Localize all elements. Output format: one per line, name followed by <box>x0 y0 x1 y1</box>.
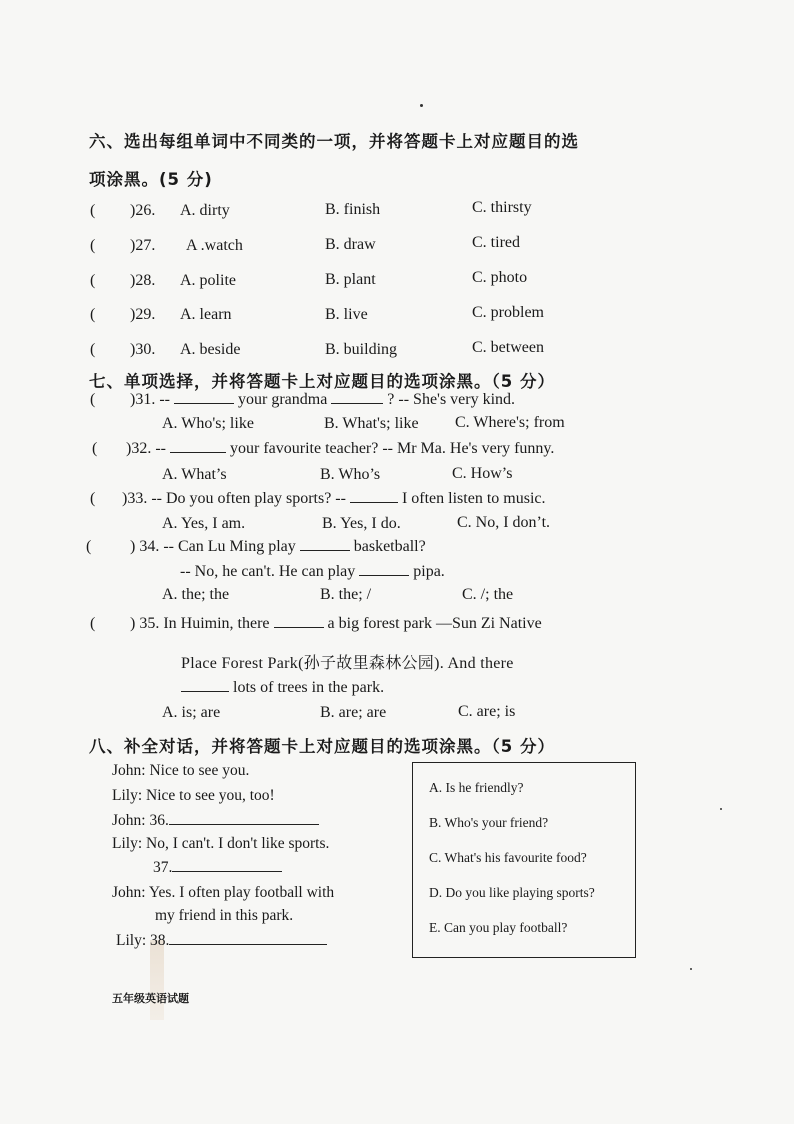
answer-paren: ( <box>86 538 92 555</box>
answer-blank <box>169 823 319 825</box>
option-b: B. Yes, I do. <box>322 515 401 532</box>
answer-paren: ( <box>90 341 96 358</box>
question-number: )33. -- Do you often play sports? -- <box>122 490 346 507</box>
question-35-line3 <box>181 679 384 697</box>
answer-blank <box>181 690 229 692</box>
option-a: A. the; the <box>162 586 230 603</box>
option-b: B. finish <box>325 201 381 218</box>
option-a: A .watch <box>186 237 243 254</box>
option-b: B. live <box>325 306 368 323</box>
dialogue-line-37 <box>153 859 282 877</box>
option-b: B. the; / <box>320 586 372 603</box>
question-32-line <box>126 440 554 458</box>
question-number: )26. <box>130 202 156 219</box>
footer-label: 五年级英语试题 <box>112 992 189 1005</box>
dialogue-text: Lily: 38. <box>116 932 170 949</box>
answer-paren: ( <box>92 440 98 457</box>
dialogue-text: John: 36. <box>112 812 169 829</box>
dialogue-option-c: C. What's his favourite food? <box>429 850 587 865</box>
question-number: )27. <box>130 237 156 254</box>
answer-blank <box>170 451 226 453</box>
option-a: A. dirty <box>180 202 230 219</box>
option-a: A. Who's; like <box>162 415 254 432</box>
dialogue-option-e: E. Can you play football? <box>429 920 568 935</box>
question-number: ) 35. In Huimin, there <box>130 615 270 632</box>
option-b: B. What's; like <box>324 415 419 432</box>
question-text: -- No, he can't. He can play <box>180 563 356 580</box>
option-c: C. photo <box>472 269 528 286</box>
dialogue-option-d: D. Do you like playing sports? <box>429 885 595 900</box>
dialogue-line-38 <box>116 932 327 950</box>
option-b: B. are; are <box>320 704 387 721</box>
option-c: C. between <box>472 339 544 356</box>
option-c: C. are; is <box>458 703 516 720</box>
dialogue-option-b: B. Who's your friend? <box>429 815 549 830</box>
section7-title: 七、单项选择，并将答题卡上对应题目的选项涂黑。（5 分） <box>89 372 555 391</box>
paper-stain <box>150 940 164 1020</box>
question-34-line2 <box>180 563 445 581</box>
question-text: I often listen to music. <box>401 490 546 507</box>
answer-paren: ( <box>90 202 96 219</box>
speck <box>690 968 692 970</box>
section6-title-line2: 项涂黑。(5 分) <box>89 170 213 189</box>
question-text: pipa. <box>413 563 445 580</box>
dialogue-line-36 <box>112 812 319 830</box>
option-b: B. Who’s <box>320 466 381 483</box>
option-a: A. Yes, I am. <box>162 515 246 532</box>
answer-paren: ( <box>90 272 96 289</box>
speck <box>720 808 722 810</box>
question-number: )28. <box>130 272 156 289</box>
option-b: B. building <box>325 341 398 358</box>
answer-blank <box>274 626 324 628</box>
option-c: C. How’s <box>452 465 513 482</box>
speck <box>420 104 423 107</box>
answer-blank <box>331 402 383 404</box>
option-c: C. /; the <box>462 586 514 603</box>
option-b: B. plant <box>325 271 376 288</box>
question-33-line <box>122 490 545 508</box>
dialogue-line: Lily: No, I can't. I don't like sports. <box>112 835 330 852</box>
answer-blank <box>169 943 327 945</box>
answer-paren: ( <box>90 490 96 507</box>
option-c: C. thirsty <box>472 199 532 216</box>
answer-paren: ( <box>90 615 96 632</box>
section6-title-line1: 六、选出每组单词中不同类的一项，并将答题卡上对应题目的选 <box>89 132 579 151</box>
question-number: )32. -- <box>126 440 166 457</box>
answer-paren: ( <box>90 306 96 323</box>
question-text: lots of trees in the park. <box>233 679 385 696</box>
question-number: ) 34. -- Can Lu Ming play <box>130 538 296 555</box>
option-c: C. tired <box>472 234 520 251</box>
question-text: basketball? <box>353 538 426 555</box>
section8-title: 八、补全对话，并将答题卡上对应题目的选项涂黑。（5 分） <box>89 737 555 756</box>
answer-blank <box>350 501 398 503</box>
question-number: )30. <box>130 341 156 358</box>
option-a: A. learn <box>180 306 232 323</box>
dialogue-line: Lily: Nice to see you, too! <box>112 787 275 804</box>
question-31-line <box>130 391 515 409</box>
option-a: A. beside <box>180 341 241 358</box>
dialogue-text: 37. <box>153 859 173 876</box>
dialogue-line: John: Yes. I often play football with <box>112 884 335 901</box>
question-35-line <box>130 615 542 633</box>
question-34-line <box>130 538 426 556</box>
question-text: ? -- She's very kind. <box>387 391 516 408</box>
option-a: A. polite <box>180 272 236 289</box>
question-number: )29. <box>130 306 156 323</box>
question-number: )31. -- <box>130 391 170 408</box>
answer-blank <box>300 549 350 551</box>
dialogue-line: John: Nice to see you. <box>112 762 250 779</box>
dialogue-line: my friend in this park. <box>155 907 294 924</box>
options-box <box>412 762 636 958</box>
question-text: your grandma <box>237 391 328 408</box>
option-c: C. No, I don’t. <box>457 514 551 531</box>
answer-paren: ( <box>90 237 96 254</box>
answer-blank <box>174 402 234 404</box>
question-text: Place Forest Park(孙子故里森林公园). And there <box>181 655 514 672</box>
answer-blank <box>359 574 409 576</box>
option-b: B. draw <box>325 236 376 253</box>
option-a: A. What’s <box>162 466 227 483</box>
answer-paren: ( <box>90 391 96 408</box>
option-a: A. is; are <box>162 704 221 721</box>
question-text: your favourite teacher? -- Mr Ma. He's very funny. <box>229 440 555 457</box>
option-c: C. Where's; from <box>455 414 565 431</box>
question-text: a big forest park —Sun Zi Native <box>327 615 542 632</box>
answer-blank <box>172 870 282 872</box>
dialogue-option-a: A. Is he friendly? <box>429 780 524 795</box>
option-c: C. problem <box>472 304 544 321</box>
